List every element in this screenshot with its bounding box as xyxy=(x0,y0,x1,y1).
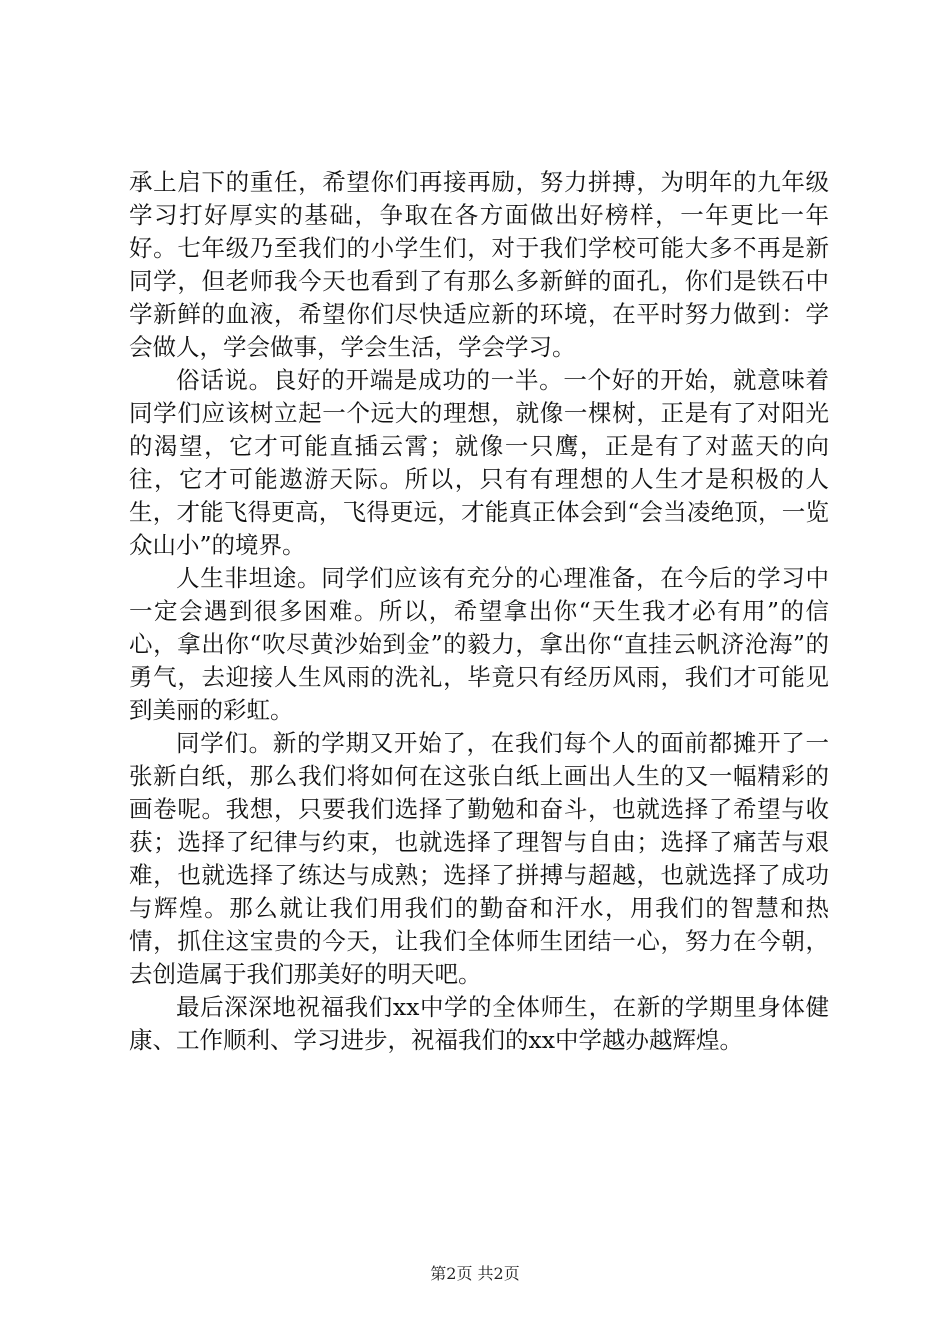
paragraph-closing-blessing: 最后深深地祝福我们xx中学的全体师生，在新的学期里身体健康、工作顺利、学习进步，祝福我们的xx中学越办越辉煌。 xyxy=(129,993,829,1054)
document-body xyxy=(129,166,829,1057)
paragraph-continuation: 承上启下的重任，希望你们再接再励，努力拼搏，为明年的九年级学习打好厚实的基础，争取在各方面做出好榜样，一年更比一年好。七年级乃至我们的小学生们，对于我们学校可能大多不再是新同学，但老师我今天也看到了有那么多新鲜的面孔，你们是铁石中学新鲜的血液，希望你们尽快适应新的环境，在平时努力做到：学会做人，学会做事，学会生活，学会学习。 xyxy=(129,168,829,361)
page-number-footer: 第2页 共2页 xyxy=(430,1264,520,1283)
paragraph-new-semester: 同学们。新的学期又开始了，在我们每个人的面前都摊开了一张新白纸，那么我们将如何在这张白纸上画出人生的又一幅精彩的画卷呢。我想，只要我们选择了勤勉和奋斗，也就选择了希望与收获；选择了纪律与约束，也就选择了理智与自由；选择了痛苦与艰难，也就选择了练达与成熟；选择了拼搏与超越，也就选择了成功与辉煌。那么就让我们用我们的勤奋和汗水，用我们的智慧和热情，抓住这宝贵的今天，让我们全体师生团结一心，努力在今朝，去创造属于我们那美好的明天吧。 xyxy=(129,729,829,988)
paragraph-good-start: 俗话说。良好的开端是成功的一半。一个好的开始，就意味着同学们应该树立起一个远大的理想，就像一棵树，正是有了对阳光的渴望，它才可能直插云霄；就像一只鹰，正是有了对蓝天的向往，它才可能遨游天际。所以，只有有理想的人生才是积极的人生，才能飞得更高，飞得更远，才能真正体会到“会当凌绝顶，一览众山小”的境界。 xyxy=(129,366,829,559)
paragraph-life-path: 人生非坦途。同学们应该有充分的心理准备，在今后的学习中一定会遇到很多困难。所以，希望拿出你“天生我才必有用”的信心，拿出你“吹尽黄沙始到金”的毅力，拿出你“直挂云帆济沧海”的勇气，去迎接人生风雨的洗礼，毕竟只有经历风雨，我们才可能见到美丽的彩虹。 xyxy=(129,564,829,724)
